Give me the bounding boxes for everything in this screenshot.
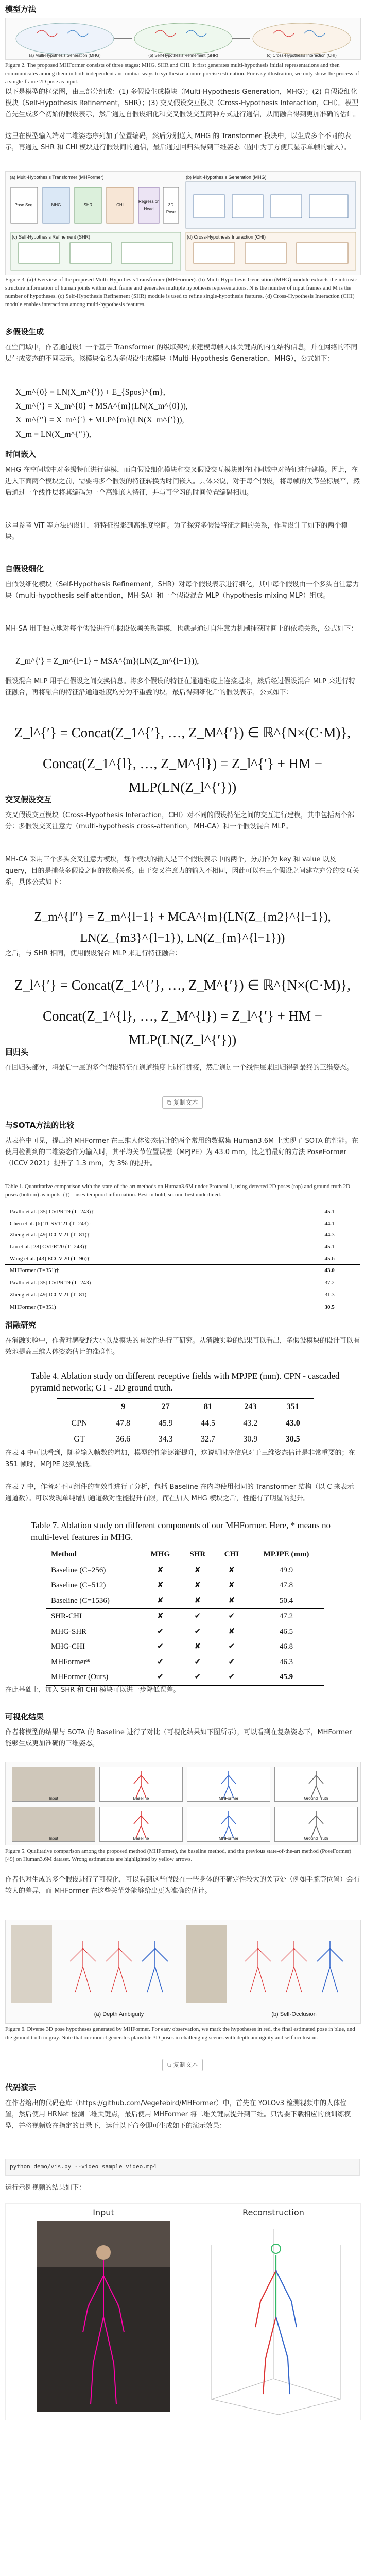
fig3-block-mhg: MHG xyxy=(51,202,61,207)
fig3-caption: Figure 3. (a) Overview of the proposed Multi-Hypothesis Transformer (MHFormer). (b) Multi-Hypothesis Generation (MHG) module extracts the intrinsic structure information of human joints within each frame and generates multiple hypothesis representations. N is the number of input frames and M is the number of hypotheses. (c) Self-Hypothesis Refinement (SHR) module is used to refine single-hypothesis features. (d) Cross-Hypothesis Interaction (CHI) module enables interactions among multi-hypothesis features. xyxy=(5,277,357,308)
table-cell: ✘ xyxy=(228,1566,235,1574)
figure-5-panel-label: MHFormer xyxy=(218,1796,239,1801)
figure-5-panel xyxy=(187,1767,270,1802)
figure-6-graphic xyxy=(6,1920,359,2023)
copy-text-button[interactable]: ⧉ 复制文本 xyxy=(162,1096,202,1109)
table-cell: 43.2 xyxy=(243,1419,258,1428)
table-cell: ✘ xyxy=(157,1581,164,1589)
table-cell: 36.6 xyxy=(116,1435,131,1444)
table-header: CHI xyxy=(224,1550,239,1558)
table-7-wrap xyxy=(46,1547,324,1686)
equation-ca: Z_m^{l′′} = Z_m^{l−1} + MCA^{m}(LN(Z_{m2}^{l−1}), LN(Z_{m3}^{l−1}), LN(Z_{m}^{l−1})) xyxy=(34,910,331,945)
figure-5-panel xyxy=(274,1807,358,1842)
table-body xyxy=(5,1206,360,1313)
table-cell: ✘ xyxy=(157,1612,164,1620)
table-cell: ✔ xyxy=(228,1673,235,1681)
figure-2 xyxy=(5,18,361,60)
table-1 xyxy=(5,1206,360,1313)
table-cell: ✘ xyxy=(157,1596,164,1605)
paragraph: 之后，与 SHR 相同，使用假设混合 MLP 来进行特征融合： xyxy=(5,950,182,957)
figure-5-panel xyxy=(12,1767,95,1802)
table-cell: 47.8 xyxy=(279,1581,293,1589)
table-cell: 44.3 xyxy=(324,1232,335,1239)
paragraph: MH-SA 用于独立地对每个假设进行单假设依赖关系建模，也就是通过自注意力机制捕获时间上的依赖关系，公式如下： xyxy=(5,625,358,633)
demo-label-reconstruction: Reconstruction xyxy=(242,2208,304,2217)
paragraph: 以下是模型的框架图，由三部分组成：(1) 多假设生成模块（Multi-Hypothesis Generation，MHG）；(2) 自假设细化模块（Self-Hypothesis Refinement，SHR）；(3) 交叉假设交互模块（Cross-Hypothesis Interaction，CHI）。模型首先生成多个初始的假设表示，然后通过自假设细化和交叉假设交互两种方式进行通信，从而融合得到更加准确的估计。 xyxy=(5,88,360,119)
paragraph: MH-CA 采用三个多头交叉注意力模块，每个模块的输入是三个假设表示中的两个，分别作为 key 和 value 以及 query，目的是捕获多假设之间的依赖关系。由于交叉注意力的输入不相同，因此可以在三个假设之间建立充分的交互关系，具体公式如下： xyxy=(5,856,359,887)
paragraph: 交叉假设交互模块（Cross-Hypothesis Interaction，CHI）对不同的假设特征之间的交互进行建模，其中包括两个部分：多假设交叉注意力（multi-hypothesis cross-attention，MH-CA）和一个假设混合 MLP。 xyxy=(5,811,354,831)
table-cell: Pavllo et al. [35] CVPR'19 (T=243)† xyxy=(10,1209,94,1215)
figure-5-panel-label: Ground Truth xyxy=(304,1796,328,1801)
table-cell: ✘ xyxy=(157,1566,164,1574)
table-cell: 34.3 xyxy=(158,1435,173,1444)
table-cell: 46.3 xyxy=(279,1657,293,1666)
table-cell: SHR-CHI xyxy=(51,1612,82,1620)
table4-caption: Table 4. Ablation study on different receptive fields with MPJPE (mm). CPN - cascaded pyramid network; GT - 2D ground truth. xyxy=(31,1371,340,1393)
table-cell: ✔ xyxy=(157,1673,164,1681)
equation-line: Z_l^{′} = Concat(Z_1^{′}, …, Z_M^{′}) ∈ ℝ^{N×(C·M)}, xyxy=(14,977,351,993)
table-cell: MHFormer (Ours) xyxy=(51,1673,109,1681)
fig3-block-chi: CHI xyxy=(116,202,124,207)
section-heading: 代码演示 xyxy=(5,2083,37,2092)
table-cell: GT xyxy=(74,1435,85,1444)
fig3-panel-c-label: (c) Self-Hypothesis Refinement (SHR) xyxy=(12,234,91,240)
code-block[interactable]: python demo/vis.py --video sample_video.mp4 xyxy=(5,2159,360,2176)
copy-text-button[interactable]: ⧉ 复制文本 xyxy=(162,2059,202,2071)
table-header: 27 xyxy=(161,1402,170,1411)
table-cell: ✘ xyxy=(194,1566,201,1574)
table-cell: 45.9 xyxy=(158,1419,173,1428)
paragraph: 在消融实验中，作者对感受野大小以及模块的有效性进行了研究。从消融实验的结果可以看出，多假设模块的设计可以有效地提高三维人体姿态估计的准确性。 xyxy=(5,1337,360,1357)
paragraph: 在回归头部分，将最后一层的多个假设特征在通道维度上进行拼接，然后通过一个线性层来回归得到最终的三维姿态。 xyxy=(5,1064,354,1072)
equation-line: X_m^{′} = X_m^{0} + MSA^{m}(LN(X_m^{0})), xyxy=(15,402,188,411)
paragraph: 自假设细化模块（Self-Hypothesis Refinement，SHR）对每个假设表示进行细化，其中每个假设由一个多头自注意力块（multi-hypothesis self-attention，MH-SA）和一个假设混合 MLP（hypothesis-mixing MLP）组成。 xyxy=(5,581,359,600)
equation-mhsa: Z_m^{′} = Z_m^{l−1} + MSA^{m}(LN(Z_m^{l−1})), xyxy=(15,657,199,666)
fig3-panel-b-label: (b) Multi-Hypothesis Generation (MHG) xyxy=(186,175,267,180)
fig6-label-depth: (a) Depth Ambiguity xyxy=(94,2011,144,2018)
figure-3 xyxy=(5,171,361,275)
equation-3 xyxy=(5,974,360,1052)
fig3-panel-d-label: (d) Cross-Hypothesis Interaction (CHI) xyxy=(187,234,266,240)
table-cell: ✔ xyxy=(157,1627,164,1636)
figure-5-panel xyxy=(187,1807,270,1842)
table-cell: ✘ xyxy=(228,1627,235,1636)
table-cell: ✔ xyxy=(194,1657,201,1666)
table-cell: 49.9 xyxy=(279,1566,293,1574)
table-cell: MHG-SHR xyxy=(51,1627,87,1636)
table-cell: 47.2 xyxy=(279,1612,293,1620)
table-cell: MHFormer (T=351) xyxy=(10,1303,56,1310)
section-heading: 回归头 xyxy=(5,1047,29,1057)
figure-5 xyxy=(5,1762,361,1845)
table-cell: Baseline (C=1536) xyxy=(51,1596,110,1605)
table-header xyxy=(57,1399,102,1415)
paragraph: 这里参考 ViT 等方法的设计，将特征投影到高维度空间。为了探究多假设特征之间的关系，作者设计了如下的两个模块。 xyxy=(5,522,348,541)
figure-5-panel xyxy=(274,1767,358,1802)
table-4-wrap xyxy=(57,1398,314,1448)
paragraph: 在表 7 中，作者对不同组件的有效性进行了分析，包括 Baseline 在内均使用相同的 Transformer 结构（以 C 来表示通道数）。可以发现单纯增加通道数对性能提升有限，而在加入 MHG 模块之后，性能有了明显的提升。 xyxy=(5,1483,354,1503)
paragraph: 在空间域中，作者通过设计一个基于 Transformer 的级联架构来建模每帧人体关键点的内在结构信息，并在网络的不同层生成姿态的不同表示。该模块命名为多假设生成模块（Multi-Hypothesis Generation，MHG），公式如下： xyxy=(5,344,358,363)
figure-5-panel xyxy=(12,1807,95,1842)
table-cell: ✘ xyxy=(194,1596,201,1605)
table-7 xyxy=(46,1547,324,1686)
fig5-caption: Figure 5. Qualitative comparison among the proposed method (MHFormer), the baseline method, and the previous state-of-the-art method (PoseFormer) [49] on Human3.6M dataset. Wrong estimations are highlighted by yellow arrows. xyxy=(5,1848,352,1862)
table-header: 243 xyxy=(244,1402,257,1411)
fig3-block-regression-head: Regression Head xyxy=(138,199,160,211)
table-cell: 46.5 xyxy=(279,1627,293,1636)
figure-5-panel xyxy=(99,1767,183,1802)
equation-line: X_m = LN(X_m^{′′}), xyxy=(15,430,91,439)
table-cell: ✔ xyxy=(228,1642,235,1651)
figure-5-panel-label: Input xyxy=(49,1836,58,1841)
fig3-block-shr: SHR xyxy=(83,202,93,207)
table-header: MHG xyxy=(150,1550,170,1558)
section-heading: 与SOTA方法的比较 xyxy=(5,1121,75,1130)
fig3-panel-a-label: (a) Multi-Hypothesis Transformer (MHFormer) xyxy=(10,175,104,180)
table-cell: MHFormer (T=351)† xyxy=(10,1267,59,1274)
table-cell: Liu et al. [28] CVPR'20 (T=243)† xyxy=(10,1244,87,1250)
paragraph: 从表格中可见，提出的 MHFormer 在三维人体姿态估计的两个常用的数据集 Human3.6M 上实现了 SOTA 的性能。在使用检测到的二维姿态作为输入时，其平均关节位置误差（MPJPE）为 43.0 mm，比之前最好的方法 PoseFormer（ICCV 2021）提升了 1.3 mm，为 3% 的提升。 xyxy=(5,1137,358,1168)
table-cell: Wang et al. [43] ECCV'20 (T=96)† xyxy=(10,1255,90,1262)
paragraph: 作者将模型的结果与 SOTA 的 Baseline 进行了对比（可视化结果如下图所示），可以看到在复杂姿态下，MHFormer 能够生成更加准确的三维姿态。 xyxy=(5,1728,352,1748)
table-cell: 50.4 xyxy=(279,1596,293,1605)
demo-output xyxy=(5,2203,361,2420)
table-cell: Zheng et al. [49] ICCV'21 (T=81)† xyxy=(10,1232,90,1239)
table-cell: ✘ xyxy=(228,1596,235,1605)
table-cell: ✘ xyxy=(194,1581,201,1589)
table-cell: Zheng et al. [49] ICCV'21 (T=81) xyxy=(10,1291,87,1298)
paragraph: 运行示例视频的结果如下： xyxy=(5,2184,86,2192)
table-cell: 45.9 xyxy=(279,1673,293,1681)
table-cell: 30.5 xyxy=(324,1303,335,1310)
equation-1 xyxy=(15,385,365,442)
table-cell: Baseline (C=256) xyxy=(51,1566,106,1574)
equation-line: Concat(Z_1^{l}, …, Z_M^{l}) = Z_l^{′} + HM − MLP(LN(Z_l^{′})) xyxy=(42,755,323,795)
demo-label-input: Input xyxy=(93,2208,114,2217)
equation-line: X_m^{0} = LN(X_m^{′}) + E_{Spos}^{m}, xyxy=(15,388,165,397)
fig2-label-mhg: (a) Multi-Hypothesis Generation (MHG) xyxy=(29,53,101,58)
paragraph: 在作者给出的代码仓库（https://github.com/Vegetebird/MHFormer）中，首先在 YOLOv3 检测视频中的人体位置，然后使用 HRNet 检测二维关键点，最后使用 MHFormer 将二维关键点提升到三维。只需要下载相应的预训练模型，并将视频放在指定的目录下，运行以下命令即可生成如下的演示效果： xyxy=(5,2099,351,2130)
equation-2 xyxy=(5,721,360,800)
table-cell: Chen et al. [6] TCSVT'21 (T=243)† xyxy=(10,1220,92,1227)
paragraph: 作者也对生成的多个假设进行了可视化，可以看到这些假设在一些身体的不确定性较大的关节处（例如手腕等位置）会有较大的差异，而 MHFormer 在这些关节处能够给出更为准确的估计。 xyxy=(5,1876,360,1895)
table-cell: ✔ xyxy=(194,1612,201,1620)
table-4 xyxy=(57,1398,314,1448)
table-cell: 44.5 xyxy=(200,1419,215,1428)
figure-5-panel-label: Baseline xyxy=(133,1796,149,1801)
table7-caption: Table 7. Ablation study on different components of our MHFormer. Here, * means no multi-level features in MHG. xyxy=(31,1520,331,1542)
section-heading: 多假设生成 xyxy=(5,327,44,336)
section-heading: 自假设细化 xyxy=(5,564,44,573)
table-cell: ✔ xyxy=(194,1673,201,1681)
table-cell: CPN xyxy=(71,1419,88,1428)
table-header: 9 xyxy=(121,1402,126,1411)
table-cell: 45.1 xyxy=(324,1209,335,1215)
equation-line: X_m^{′′} = X_m^{′} + MLP^{m}(LN(X_m^{′})), xyxy=(15,416,184,425)
table-cell: 47.8 xyxy=(116,1419,131,1428)
table-cell: 43.0 xyxy=(285,1419,300,1428)
table-cell: 30.9 xyxy=(243,1435,258,1444)
table-cell: ✔ xyxy=(228,1612,235,1620)
section-heading: 可视化结果 xyxy=(5,1712,44,1721)
figure-5-panel-label: MHFormer xyxy=(218,1836,239,1841)
table-header: 351 xyxy=(286,1402,299,1411)
table-cell: 30.5 xyxy=(285,1435,300,1444)
fig2-caption: Figure 2. The proposed MHFormer consists of three stages: MHG, SHR and CHI. It first generates multi-hypothesis initial representations and then communicates among them in both independent and mutual ways to synthesize a more precise estimation. For easy illustration, we only show the process of a single-frame 2D pose as input. xyxy=(5,62,359,85)
table-header: SHR xyxy=(189,1550,206,1558)
table1-caption: Table 1. Quantitative comparison with the state-of-the-art methods on Human3.6M under Protocol 1, using detected 2D poses (top) and ground truth 2D poses (bottom) as inputs. (†) – uses temporal information. Best in bold, second best underlined. xyxy=(5,1183,351,1198)
table-cell: ✘ xyxy=(228,1581,235,1589)
fig2-label-shr: (b) Self-Hypothesis Refinement (SHR) xyxy=(148,53,218,58)
table-cell: ✔ xyxy=(194,1627,201,1636)
table-cell: MHFormer* xyxy=(51,1657,90,1666)
table-cell: 32.7 xyxy=(200,1435,215,1444)
table-cell: MHG-CHI xyxy=(51,1642,85,1651)
table-header: Method xyxy=(51,1550,77,1558)
table-cell: 44.1 xyxy=(324,1220,335,1227)
section-heading: 消融研究 xyxy=(5,1320,37,1330)
paragraph: 假设混合 MLP 用于在假设之间交换信息。将多个假设的特征在通道维度上连接起来，然后经过假设混合 MLP 来进行特征融合，再将融合的特征沿通道维度均分为不重叠的块，最后得到细化后的假设表示，公式如下： xyxy=(5,677,356,697)
fig3-block-3d-pose: 3D Pose xyxy=(166,202,176,214)
table-cell: 45.1 xyxy=(324,1244,335,1250)
table-cell: ✔ xyxy=(157,1657,164,1666)
table-cell: ✔ xyxy=(157,1642,164,1651)
table-cell: Baseline (C=512) xyxy=(51,1581,106,1589)
fig3-block-pose-seq: Pose Seq. xyxy=(14,202,34,207)
table-cell: 31.3 xyxy=(324,1291,335,1298)
paragraph: 在此基础上，加入 SHR 和 CHI 模块可以进一步降低误差。 xyxy=(5,1686,180,1694)
demo-graphic xyxy=(6,2204,360,2420)
section-heading: 时间嵌入 xyxy=(5,450,37,459)
table-cell: ✘ xyxy=(194,1642,201,1651)
fig6-label-occlusion: (b) Self-Occlusion xyxy=(271,2011,317,2018)
table-cell: 46.8 xyxy=(279,1642,293,1651)
paragraph: 这里在模型输入端对二维姿态序列加了位置编码，然后分别送入 MHG 的 Transformer 模块中，以生成多个不同的表示，再通过 SHR 和 CHI 模块进行假设间的通信，最后通过回归头得到三维姿态（图中为了方便只显示单帧的输入）。 xyxy=(5,132,351,152)
figure-5-panel xyxy=(99,1807,183,1842)
table-header: 81 xyxy=(203,1402,212,1411)
table-header: MPJPE (mm) xyxy=(263,1550,309,1558)
figure-5-panel-label: Input xyxy=(49,1796,58,1801)
figure-3-graphic xyxy=(6,172,359,275)
table-cell: Pavllo et al. [35] CVPR'19 (T=243) xyxy=(10,1280,91,1286)
figure-6 xyxy=(5,1920,361,2024)
table-cell: 45.6 xyxy=(324,1255,335,1262)
fig2-label-chi: (c) Cross-Hypothesis Interaction (CHI) xyxy=(267,53,337,58)
section-heading: 交叉假设交互 xyxy=(5,795,52,804)
table-1-wrap xyxy=(5,1206,360,1313)
table-cell: 37.2 xyxy=(324,1280,335,1286)
table-cell: 43.0 xyxy=(324,1267,335,1274)
fig2-section xyxy=(5,3,360,16)
table-cell: ✔ xyxy=(228,1657,235,1666)
figure-5-panel-label: Ground Truth xyxy=(304,1836,328,1841)
equation-line: Z_l^{′} = Concat(Z_1^{′}, …, Z_M^{′}) ∈ ℝ^{N×(C·M)}, xyxy=(14,725,351,740)
paragraph: 在表 4 中可以看到，随着输入帧数的增加，模型的性能逐渐提升，这说明时序信息对于三维姿态估计是非常重要的；在 351 帧时，MPJPE 达到最低。 xyxy=(5,1449,355,1469)
fig6-caption: Figure 6. Diverse 3D pose hypotheses generated by MHFormer. For easy observation, we mark the hypotheses in red, the final estimated pose in blue, and the ground truth in gray. Note that our model generates plausible 3D poses in challenging scenes with depth ambiguity and self-occlusion. xyxy=(5,2026,355,2041)
figure-5-panel-label: Baseline xyxy=(133,1836,149,1841)
equation-line: Concat(Z_1^{l}, …, Z_M^{l}) = Z_l^{′} + HM − MLP(LN(Z_l^{′})) xyxy=(42,1008,323,1047)
section-heading: 模型方法 xyxy=(5,5,37,14)
paragraph: MHG 在空间域中对多级特征进行建模，而自假设细化模块和交叉假设交互模块则在时间域中对特征进行建模。因此，在进入下面两个模块之前，需要将多个假设的特征转换为时间嵌入。具体来说，对于每个假设，将每帧的关节坐标展平，然后通过一个线性层将其编码为一个高维嵌入特征，并与可学习的时间位置编码相加。 xyxy=(5,466,360,497)
